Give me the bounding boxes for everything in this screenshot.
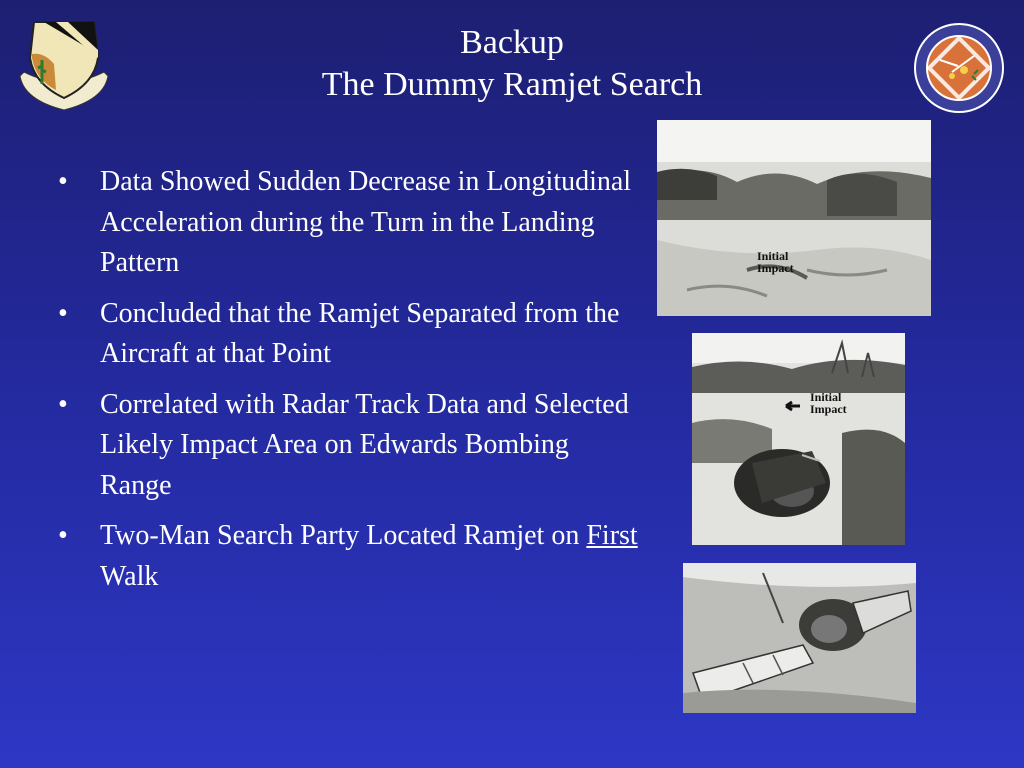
bullet-icon: •	[58, 297, 68, 329]
photo-ramjet-wreckage	[683, 563, 916, 713]
bullet-text-underlined: First	[586, 520, 638, 551]
photo-ramjet-debris	[692, 333, 905, 545]
afftc-shield-logo	[14, 14, 114, 114]
bullet-icon: •	[58, 520, 68, 551]
bullet-icon: •	[58, 388, 68, 420]
slide-title	[200, 22, 824, 106]
bullet-text	[100, 520, 638, 592]
bullet-item	[58, 294, 638, 375]
bullet-text: Data Showed Sudden Decrease in Longitudinal Acceleration during the Turn in the Landing Pattern	[100, 166, 632, 278]
photo-initial-impact-desert	[657, 120, 931, 316]
bullet-item	[58, 162, 638, 284]
slide-title-line-1: Backup	[460, 24, 564, 61]
photo-label: Initial Impact	[810, 390, 847, 416]
bullet-text: Concluded that the Ramjet Separated from the Aircraft at that Point	[100, 297, 620, 369]
bullet-text: Correlated with Radar Track Data and Selected Likely Impact Area on Edwards Bombing Range	[100, 388, 629, 501]
bullet-text-before: Two-Man Search Party Located Ramjet on	[100, 520, 587, 551]
bullet-item	[58, 385, 638, 507]
bullet-list	[58, 162, 638, 607]
slide-title-line-2: The Dummy Ramjet Search	[321, 66, 703, 103]
bullet-text-after: Walk	[100, 560, 159, 592]
bullet-icon: •	[58, 166, 68, 197]
photo-label: Initial Impact	[757, 249, 794, 275]
bullet-item	[58, 516, 638, 597]
test-wing-emblem-logo	[912, 20, 1006, 120]
